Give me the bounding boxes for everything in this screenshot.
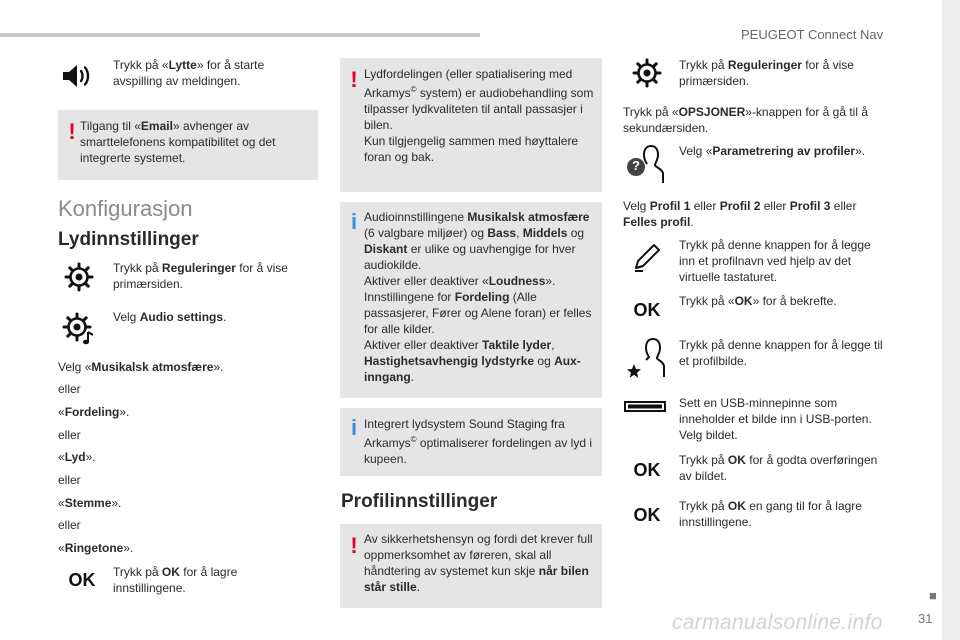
pencil-instruction: Trykk på denne knappen for å legge inn et profilnavn ved hjelp av det virtuelle tastaturet.	[679, 238, 871, 284]
profile-choice-instruction: Velg Profil 1 eller Profil 2 eller Profil 3 eller Felles profil.	[623, 199, 857, 229]
choice-fordeling: «Fordeling».	[58, 405, 130, 419]
warning-icon: !	[350, 67, 358, 92]
watermark: carmanualsonline.info	[672, 611, 883, 634]
page-number: 31	[918, 611, 933, 626]
speaker-icon	[60, 62, 96, 90]
warning-email-box	[58, 110, 318, 180]
page-edge-bar	[942, 0, 960, 640]
star-instruction: Trykk på denne knappen for å legge til et profilbilde.	[679, 338, 883, 368]
info-icon: i	[350, 209, 358, 234]
ok-icon: OK	[68, 570, 96, 590]
subsection-title-profile: Profilinnstillinger	[341, 491, 498, 512]
warning-fordeling-box	[340, 58, 602, 192]
ok-confirm-instruction: Trykk på «OK» for å bekrefte.	[679, 294, 837, 308]
info-audio-text: Audioinnstillingene Musikalsk atmosfære (6 valgbare miljøer) og Bass, Middels og Diskant er ulike og uavhengige for hver audiokilde. Aktiver eller deaktiver «Loudness». Innstillingene for Fordeling (Alle passasjerer, Fører og Alene foran) er felles for alle kilder. Aktiver eller deaktiver Taktile lyder, Hastighetsavhengig lydstyrke og Aux-inngang.	[364, 210, 592, 384]
profile-question-icon	[624, 143, 664, 185]
subsection-title-sound: Lydinnstillinger	[58, 229, 199, 250]
warning-safety-text: Av sikkerhetshensyn og fordi det krever full oppmerksomhet av føreren, skal all håndtering av systemet kun skje når bilen står stille.	[364, 532, 593, 594]
info-icon: i	[350, 415, 358, 440]
section-title: Konfigurasjon	[58, 196, 193, 221]
warning-icon: !	[68, 119, 76, 144]
audio-settings-instruction: Velg Audio settings.	[113, 310, 227, 324]
choice-lyd: «Lyd».	[58, 450, 96, 464]
warning-email-text: Tilgang til «Email» avhenger av smarttelefonens kompatibilitet og det integrerte systemet.	[80, 119, 276, 165]
page-marker: ■	[929, 588, 937, 603]
header-rule	[0, 33, 480, 37]
choice-ringetone: «Ringetone».	[58, 541, 134, 555]
choice-intro: Velg «Musikalsk atmosfære».	[58, 360, 224, 374]
ok-save-again-instruction: Trykk på OK en gang til for å lagre innstillingene.	[679, 499, 862, 529]
pencil-icon	[630, 240, 664, 274]
profile-star-icon	[624, 336, 666, 380]
or-text: eller	[58, 382, 81, 396]
ok-icon: OK	[633, 505, 661, 525]
warning-safety-box	[340, 524, 602, 608]
info-audio-box	[340, 202, 602, 398]
audio-settings-icon	[62, 312, 96, 346]
or-text: eller	[58, 428, 81, 442]
usb-instruction: Sett en USB-minnepinne som inneholder et bilde inn i USB-porten. Velg bildet.	[679, 396, 872, 442]
lytte-instruction: Trykk på «Lytte» for å starte avspilling av meldingen.	[113, 58, 265, 88]
usb-stick-icon	[624, 398, 666, 416]
reguleringer-instruction-2: Trykk på Reguleringer for å vise primærsiden.	[679, 58, 854, 88]
parametrering-instruction: Velg «Parametrering av profiler».	[679, 144, 866, 158]
question-mark: ?	[632, 158, 640, 173]
or-text: eller	[58, 473, 81, 487]
or-text: eller	[58, 518, 81, 532]
ok-icon: OK	[633, 460, 661, 480]
info-sound-staging-text: Integrert lydsystem Sound Staging fra Arkamys© optimaliserer fordelingen av lyd i kupeen.	[364, 417, 592, 466]
warning-fordeling-text: Lydfordelingen (eller spatialisering med Arkamys© system) er audiobehandling som tilpasser lydkvaliteten til antall passasjer i bilen. Kun tilgjengelig sammen med høyttalere foran og bak.	[364, 67, 594, 164]
gear-icon	[632, 58, 662, 88]
warning-icon: !	[350, 533, 358, 558]
gear-icon	[64, 262, 94, 292]
running-title: PEUGEOT Connect Nav	[741, 27, 884, 42]
reguleringer-instruction: Trykk på Reguleringer for å vise primærsiden.	[113, 261, 288, 291]
opsjoner-instruction: Trykk på «OPSJONER»-knappen for å gå til å sekundærsiden.	[623, 105, 869, 135]
ok-save-instruction: Trykk på OK for å lagre innstillingene.	[113, 565, 238, 595]
ok-transfer-instruction: Trykk på OK for å godta overføringen av bildet.	[679, 453, 878, 483]
ok-icon: OK	[633, 300, 661, 320]
choice-stemme: «Stemme».	[58, 496, 122, 510]
info-sound-staging-box	[340, 408, 602, 476]
